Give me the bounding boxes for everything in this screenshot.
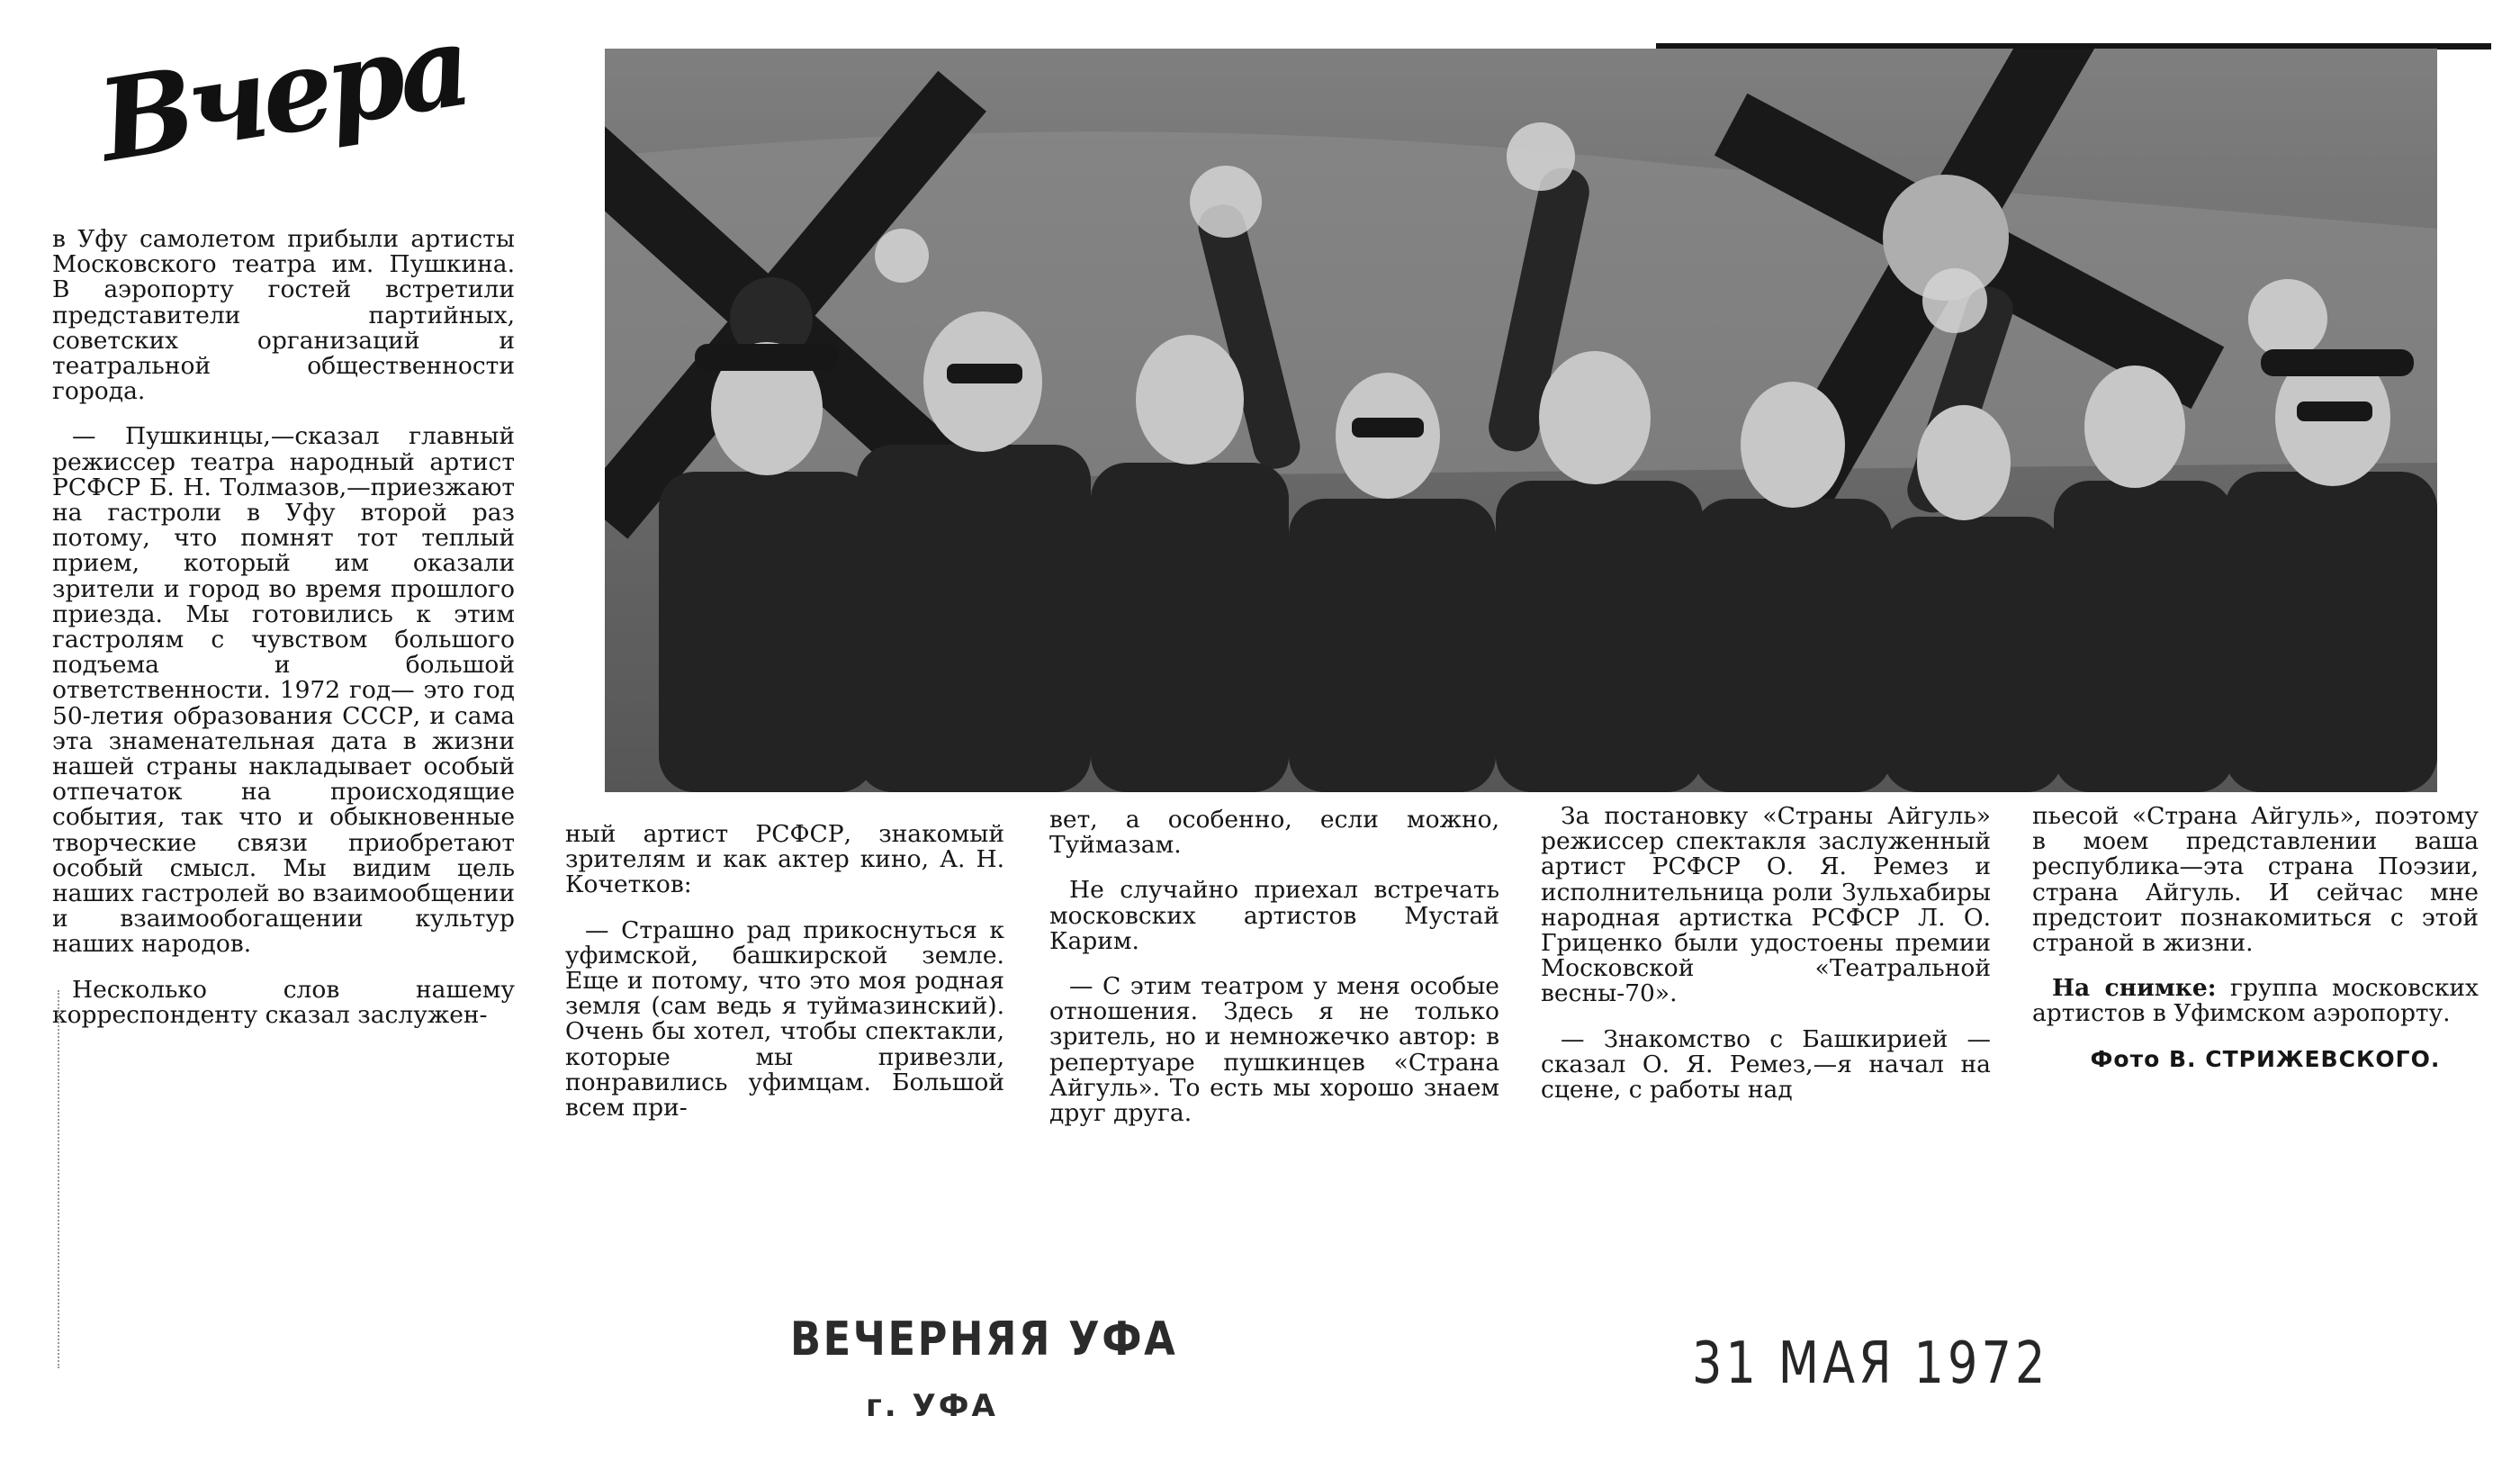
photo-illustration	[605, 49, 2437, 792]
article-heading: Вчера	[90, 0, 475, 188]
paragraph: Несколько слов нашему корреспонденту сказал заслужен-	[52, 975, 515, 1029]
caption-text: группа московских артистов в Уфимском аэропорту.	[2032, 974, 2479, 1028]
paragraph: — Знакомство с Башкирией —сказал О. Я. Ремез,—я начал на сцене, с работы над	[1541, 1024, 1991, 1105]
photo-caption	[2032, 976, 2479, 1026]
paragraph: пьесой «Страна Айгуль», поэтому в моем представлении ваша республика—эта страна Поэзии, страна Айгуль. И сейчас мне предстоит познакомиться с этой страной в жизни.	[2032, 802, 2479, 958]
paragraph: — Страшно рад прикоснуться к уфимской, башкирской земле. Еще и потому, что это моя родная земля (сам ведь я туймазинский). Очень бы хотел, чтобы спектакли, которые мы привезли, понравились уфимцам. Большой всем при-	[565, 915, 1004, 1123]
caption-label: На снимке:	[2052, 974, 2217, 1003]
paragraph: — С этим театром у меня особые отношения. Здесь я не только зритель, но и немножечко автор: в репертуаре пушкинцев «Страна Айгуль». То есть мы хорошо знаем друг друга.	[1049, 972, 1499, 1128]
city-stamp: г. УФА	[866, 1388, 998, 1424]
photo-credit: Фото В. СТРИЖЕВСКОГО.	[2090, 1045, 2441, 1072]
article-column-4	[1541, 804, 1991, 1103]
article-column-3	[1049, 807, 1499, 1126]
paragraph: вет, а особенно, если можно, Туймазам.	[1049, 806, 1499, 860]
article-column-1	[52, 227, 515, 1028]
article-column-2	[565, 822, 1004, 1121]
article-column-5	[2032, 804, 2479, 1072]
paragraph: ный артист РСФСР, знакомый зрителям и как актер кино, А. Н. Кочетков:	[565, 820, 1004, 899]
date-stamp: 31 МАЯ 1972	[1692, 1330, 2049, 1397]
margin-dots	[58, 990, 61, 1368]
paragraph: Не случайно приехал встречать московских артистов Мустай Карим.	[1049, 876, 1499, 955]
paragraph: в Уфу самолетом прибыли артисты Московского театра им. Пушкина. В аэропорту гостей встретили представители партийных, советских организаций и театральной общественности города.	[52, 225, 515, 406]
group-photo	[605, 49, 2437, 792]
newspaper-name-stamp: ВЕЧЕРНЯЯ УФА	[790, 1312, 1178, 1366]
paragraph: — Пушкинцы,—сказал главный режиссер театра народный артист РСФСР Б. Н. Толмазов,—приезжают на гастроли в Уфу второй раз потому, что помнят тот теплый прием, который им оказали зрители и город во время прошлого приезда. Мы готовились к этим гастролям с чувством большого подъема и большой ответственности. 1972 год— это год 50-летия образования СССР, и сама эта знаменательная дата в жизни нашей страны накладывает особый отпечаток на происходящие события, так что и обыкновенные творческие связи приобретают особый смысл. Мы видим цель наших гастролей во взаимообщении и взаимообогащении культур наших народов.	[52, 422, 515, 959]
paragraph: За постановку «Страны Айгуль» режиссер спектакля заслуженный артист РСФСР О. Я. Ремез и исполнительница роли Зульхабиры народная артистка РСФСР Л. О. Гриценко были удостоены премии Московской «Театральной весны-70».	[1541, 802, 1991, 1008]
